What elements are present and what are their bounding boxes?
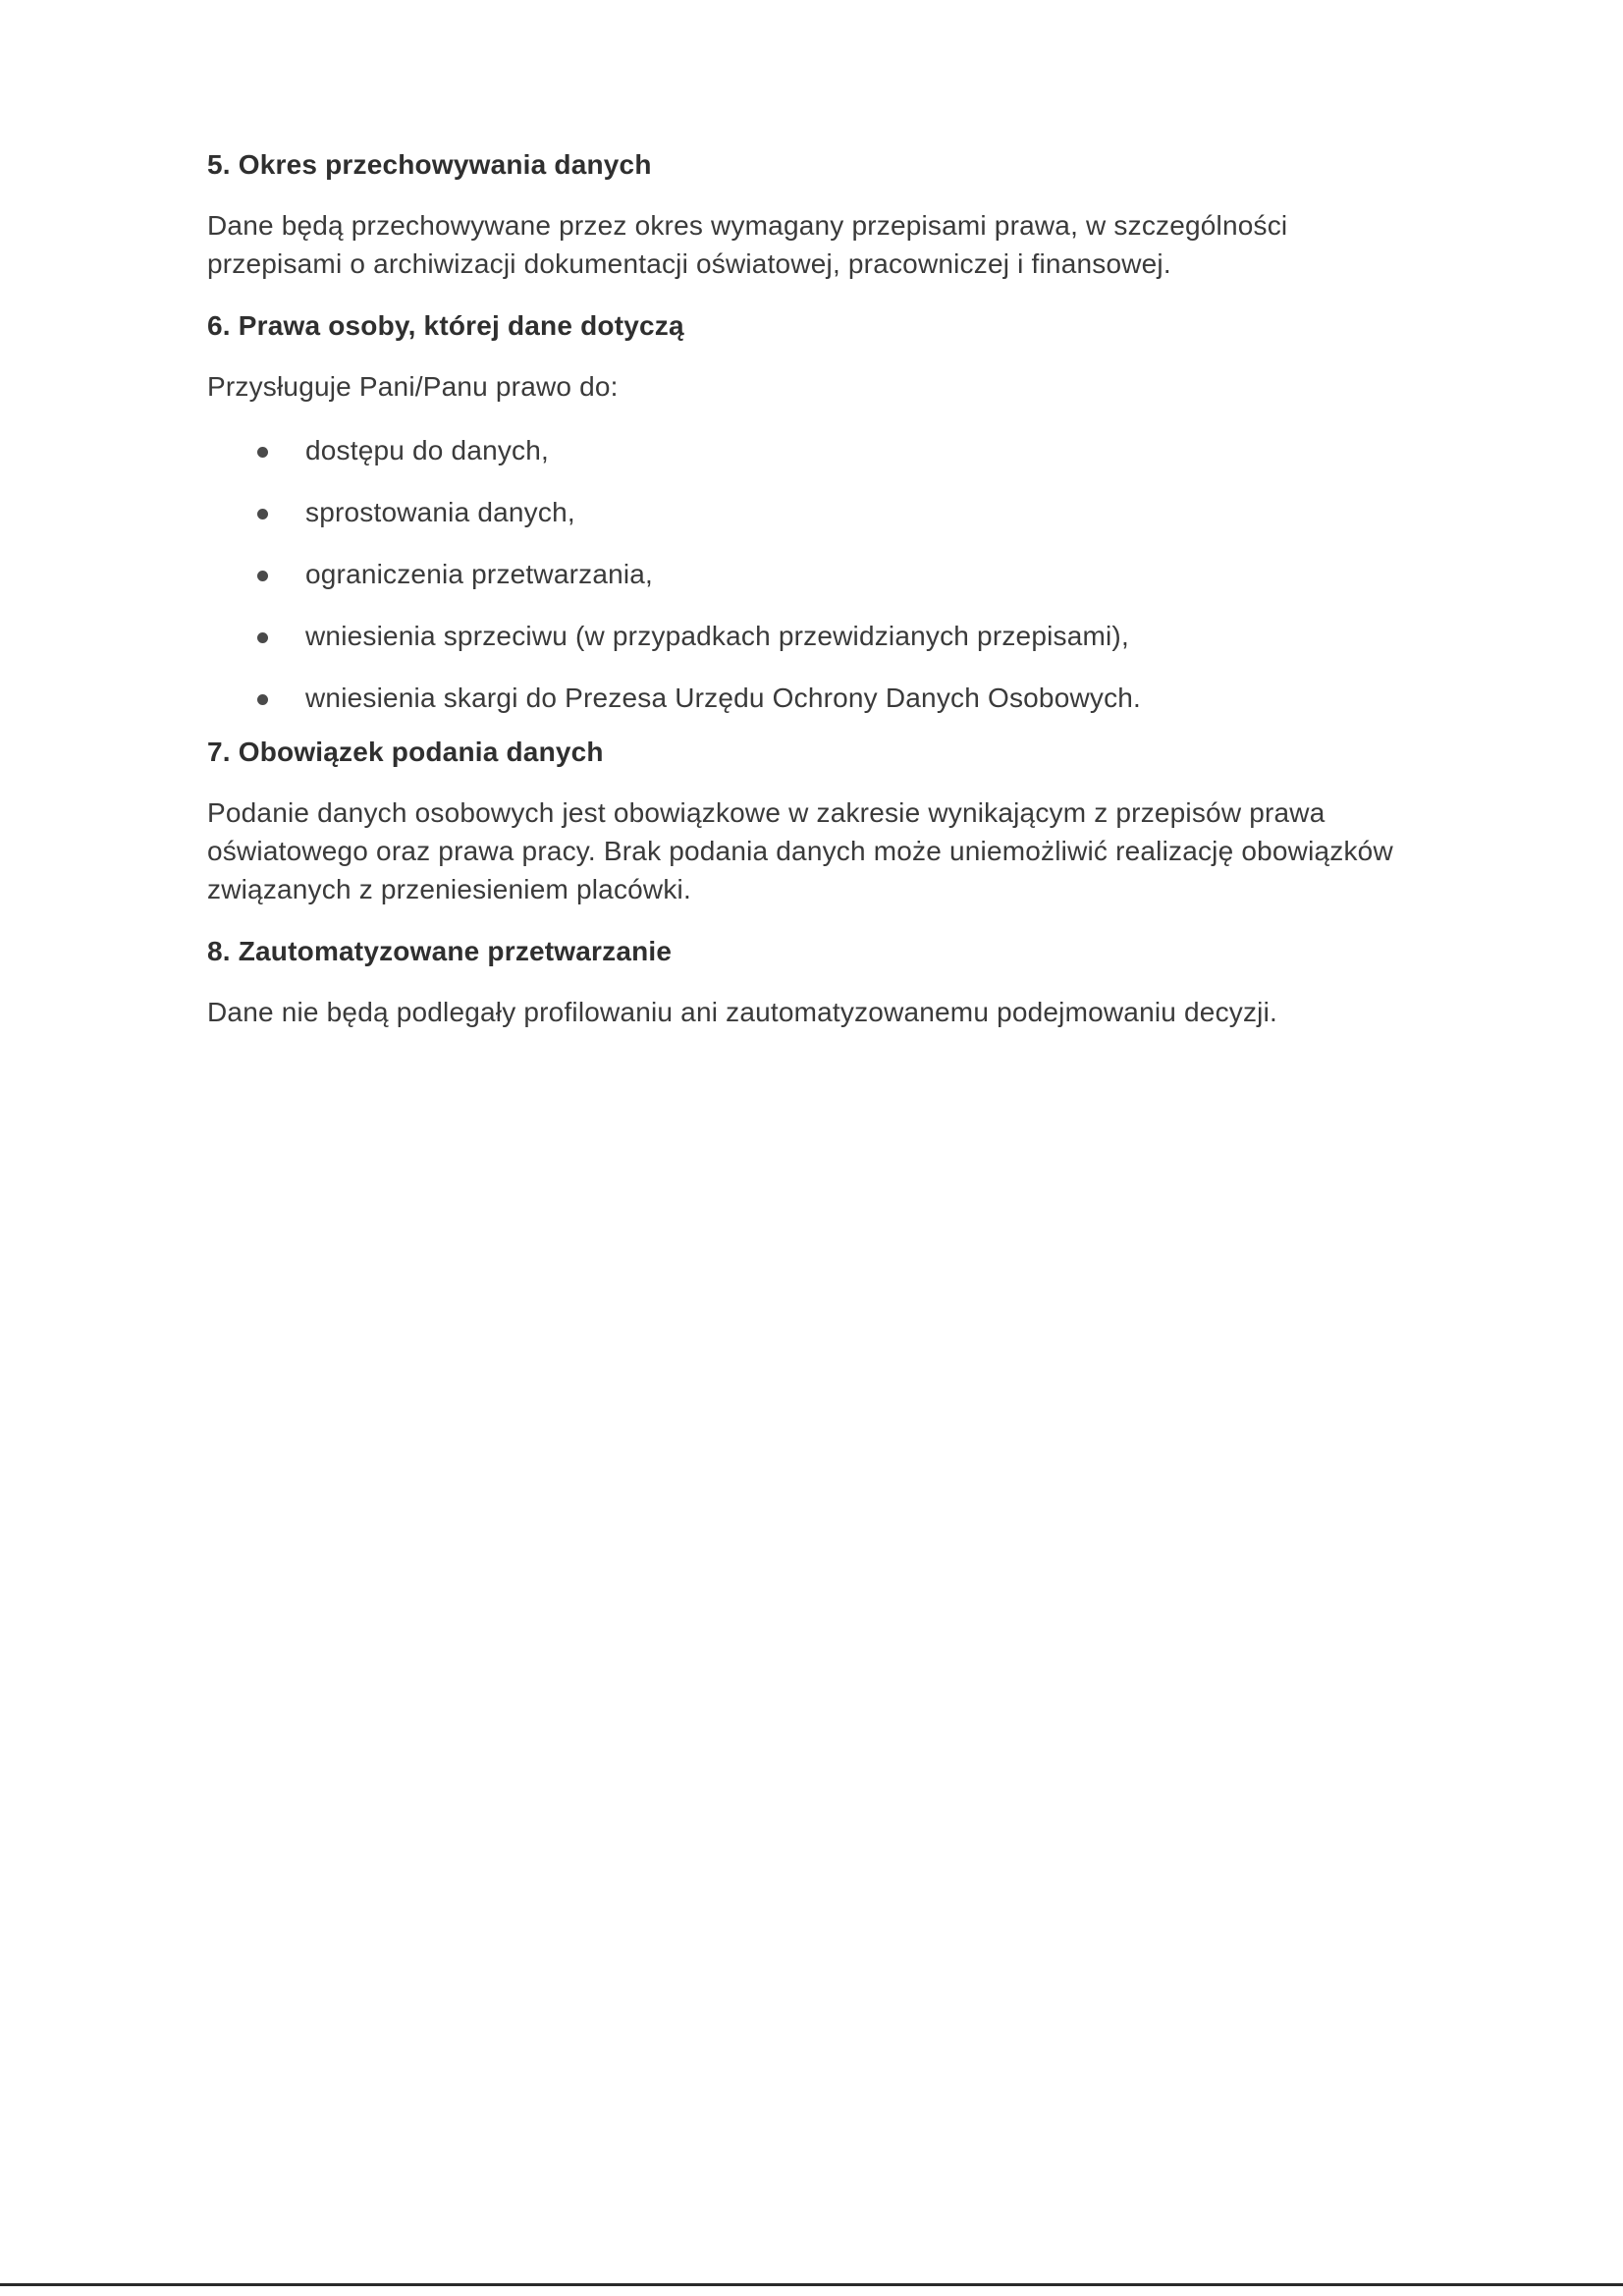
bullet-icon — [257, 632, 268, 643]
list-item-text: wniesienia skargi do Prezesa Urzędu Ochrony Danych Osobowych. — [305, 683, 1142, 713]
paragraph-line: Dane będą przechowywane przez okres wymagany przepisami prawa, w szczególności — [207, 210, 1288, 241]
section-paragraph — [207, 993, 1484, 1031]
section-heading: 6. Prawa osoby, której dane dotyczą — [207, 310, 684, 341]
section-heading: 7. Obowiązek podania danych — [207, 737, 604, 767]
section-paragraph — [207, 793, 1484, 908]
list-item — [207, 679, 1484, 717]
list-item-text: sprostowania danych, — [305, 497, 575, 527]
scan-bottom-edge — [0, 2283, 1623, 2286]
rights-intro: Przysługuje Pani/Panu prawo do: — [207, 371, 619, 402]
rights-list — [207, 431, 1484, 717]
list-item-text: wniesienia sprzeciwu (w przypadkach przewidzianych przepisami), — [305, 621, 1129, 651]
list-item — [207, 555, 1484, 593]
paragraph-line: przepisami o archiwizacji dokumentacji oświatowej, pracowniczej i finansowej. — [207, 248, 1171, 279]
section-heading: 8. Zautomatyzowane przetwarzanie — [207, 936, 673, 966]
section-retention-period — [207, 147, 1484, 283]
list-item-text: dostępu do danych, — [305, 435, 550, 465]
paragraph-line: Dane nie będą podlegały profilowaniu ani zautomatyzowanemu podejmowaniu decyzji. — [207, 997, 1277, 1027]
list-item-text: ograniczenia przetwarzania, — [305, 559, 654, 589]
section-automated-processing — [207, 934, 1484, 1031]
list-item — [207, 493, 1484, 531]
list-item — [207, 617, 1484, 655]
bullet-icon — [257, 571, 268, 581]
bullet-icon — [257, 447, 268, 458]
document-content — [207, 147, 1484, 1057]
paragraph-line: Podanie danych osobowych jest obowiązkowe w zakresie wynikającym z przepisów prawa — [207, 797, 1325, 828]
section-data-subject-rights — [207, 308, 1484, 717]
section-obligation-to-provide-data — [207, 735, 1484, 908]
section-paragraph — [207, 206, 1484, 283]
paragraph-line: oświatowego oraz prawa pracy. Brak podania danych może uniemożliwić realizację obowiązków — [207, 836, 1393, 866]
bullet-icon — [257, 509, 268, 519]
bullet-icon — [257, 694, 268, 705]
section-heading: 5. Okres przechowywania danych — [207, 149, 652, 180]
paragraph-line: związanych z przeniesieniem placówki. — [207, 874, 691, 904]
list-item — [207, 431, 1484, 469]
